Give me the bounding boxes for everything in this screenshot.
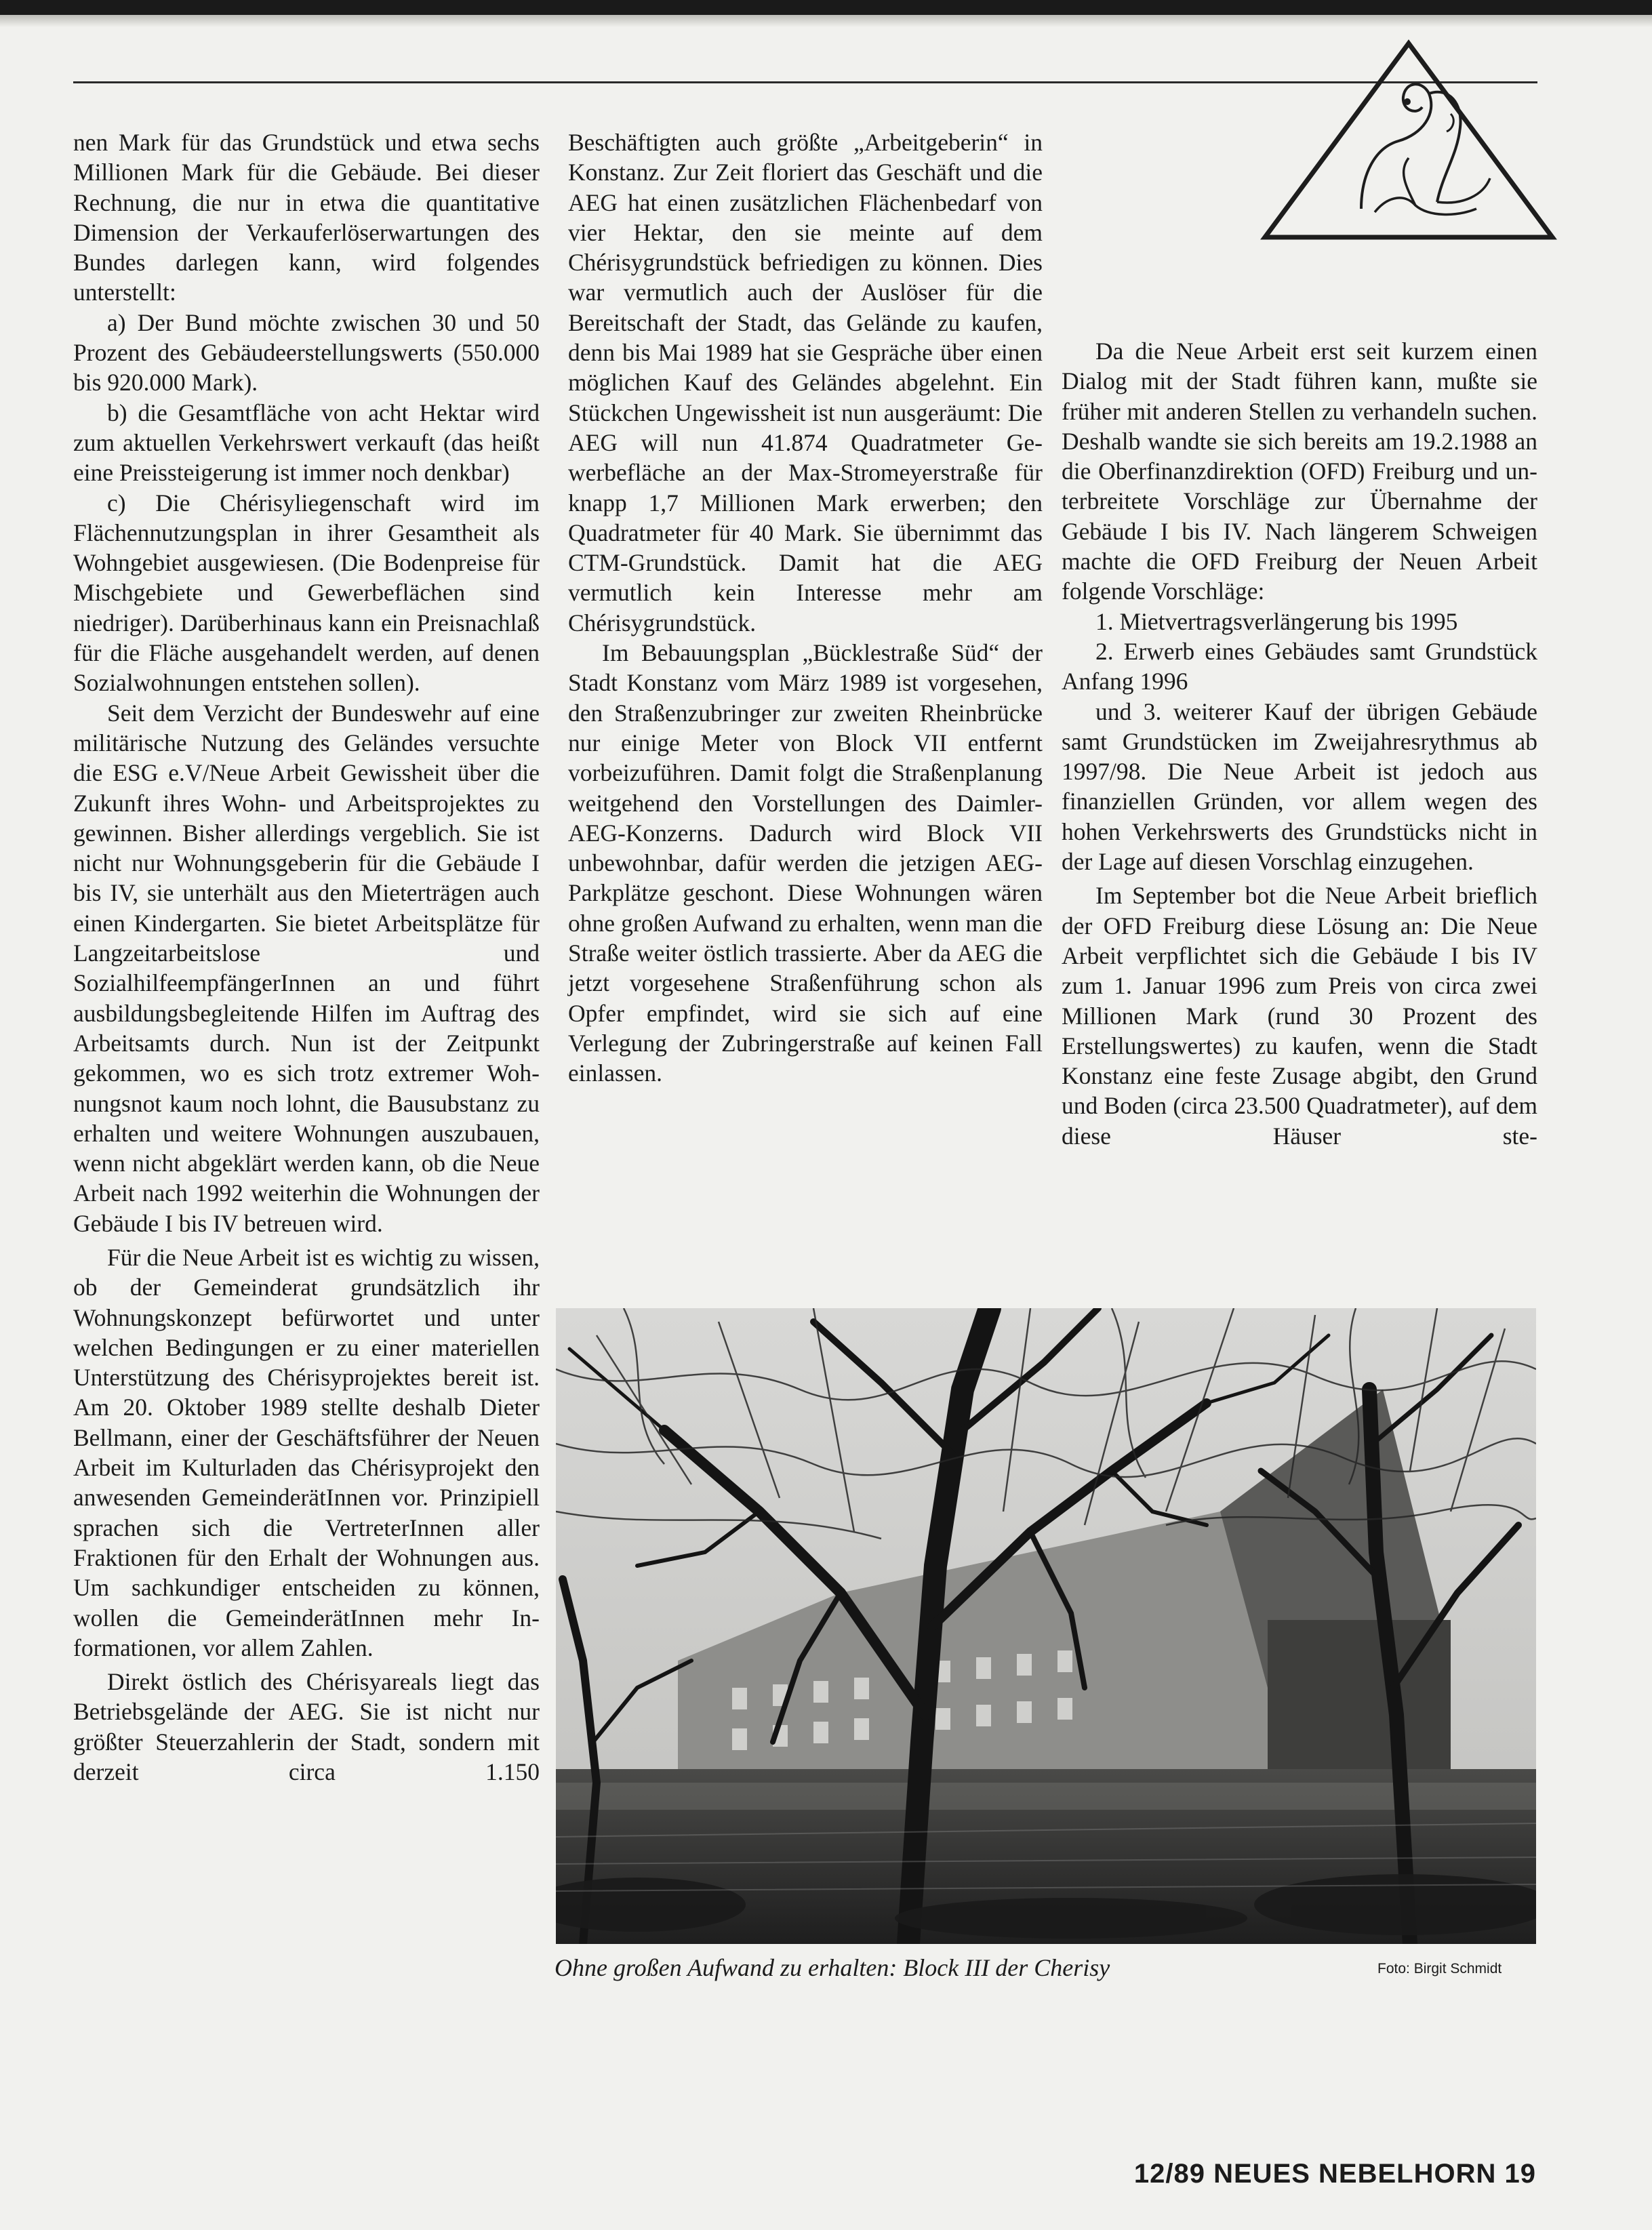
paragraph: Beschäftigten auch größte „Arbeitgeberin“ in Konstanz. Zur Zeit floriert das Geschäft und die AEG hat einen zusätzlichen Flächenbedarf von vier Hektar, den sie meinte auf dem Chérisygrundstück befriedigen zu können. Dies war vermutlich auch der Auslöser für die Bereitschaft der Stadt, das Gelände zu kaufen, denn bis Mai 1989 hat sie Gespräche über einen möglichen Kauf des Geländes abgelehnt. Ein Stückchen Ungewissheit ist nun ausgeräumt: Die AEG will nun 41.874 Quadratmeter Gewerbefläche an der Max-Stromeyerstraße für knapp 1,7 Millionen Mark erwerben; den Quadratmeter für 40 Mark. Sie übernimmt das CTM-Grundstück. Damit hat die AEG vermutlich kein Interesse mehr am Chérisygrundstück.	[568, 129, 1043, 636]
paragraph: und 3. weiterer Kauf der übrigen Gebäude samt Grundstücken im Zweijahresrythmus ab 1997/98. Die Neue Arbeit ist jedoch aus finanziellen Gründen, vor allem wegen des hohen Verkehrswerts des Grundstücks nicht in der Lage auf diesen Vorschlag einzugehen.	[1062, 697, 1537, 876]
paragraph: Seit dem Verzicht der Bundeswehr auf eine militärische Nutzung des Geländes versuchte die ESG e.V/Neue Arbeit Gewissheit über die Zukunft ihres Wohn- und Arbeitsprojektes zu gewinnen. Bisher allerdings vergeblich. Sie ist nicht nur Wohnungsgeberin für die Gebäude I bis IV, sie unterhält aus den Mieterträgen auch einen Kindergarten. Sie bietet Arbeitsplätze für Langzeitarbeitslose und SozialhilfeempfängerInnen an und führt ausbildungsbegleitende Hilfen im Auftrag des Arbeitsamts durch. Nun ist der Zeitpunkt gekommen, wo es sich trotz extremer Wohnungsnot kaum noch lohnt, die Bausubstanz zu erhalten und weitere Wohnungen auszubauen, wenn nicht abgeklärt werden kann, ob die Neue Arbeit nach 1992 weiterhin die Wohnungen der Gebäude I bis IV betreuen wird.	[73, 699, 540, 1237]
page-top-edge	[0, 0, 1652, 15]
paragraph: Im September bot die Neue Arbeit brieflich der OFD Freiburg diese Lösung an: Die Neue Arbeit verpflichtet sich die Gebäude I bis IV zum 1. Januar 1996 zum Preis von circa zwei Millionen Mark (rund 30 Prozent des Erstellungswertes) zu kaufen, wenn die Stadt Konstanz eine feste Zusage abgibt, den Grund und Boden (circa 23.500 Quadratmeter), auf dem diese Häuser ste-	[1062, 882, 1537, 1150]
text-column-1	[73, 127, 540, 1787]
page-top-shadow	[0, 15, 1652, 27]
photo-block-iii	[556, 1308, 1536, 1944]
paragraph: a) Der Bund möchte zwischen 30 und 50 Prozent des Gebäudeerstellungswerts (550.000 bis 920.000 Mark).	[73, 308, 540, 397]
paragraph: 2. Erwerb eines Gebäudes samt Grundstück Anfang 1996	[1062, 637, 1537, 695]
paragraph: b) die Gesamtfläche von acht Hektar wird zum aktuellen Verkehrswert verkauft (das heißt eine Preissteigerung ist immer noch denkbar)	[73, 399, 540, 487]
paragraph: Im Bebauungsplan „Bücklestraße Süd“ der Stadt Konstanz vom März 1989 ist vorgesehen, den Straßenzubringer zur zweiten Rheinbrücke nur einige Meter von Block VII entfernt vorbeizuführen. Damit folgt die Straßenplanung weitgehend den Vorstellungen des Daimler-AEG-Konzerns. Dadurch wird Block VII unbewohnbar, dafür werden die jetzigen AEG-Parkplätze geschont. Diese Wohnungen wären ohne großen Aufwand zu erhalten, wenn man die Straße weiter östlich trassierte. Aber da AEG die jetzt vorgesehene Straßenführung schon als Opfer empfindet, wird sie sich auf eine Verlegung der Zubringerstraße auf keinen Fall einlassen.	[568, 639, 1043, 1087]
text-column-3	[1062, 336, 1537, 1151]
triangle-logo-icon	[1260, 39, 1558, 243]
paragraph: Direkt östlich des Chérisyareals liegt das Betriebsgelände der AEG. Sie ist nicht nur größter Steuerzahlerin der Stadt, sondern mit derzeit circa 1.150	[73, 1668, 540, 1786]
photo-credit: Foto: Birgit Schmidt	[1377, 1961, 1502, 1976]
paragraph: nen Mark für das Grundstück und etwa sechs Millionen Mark für die Gebäude. Bei dieser Rechnung, die nur in etwa die quantitative Dimension der Verkauferlöserwartungen des Bundes darlegen kann, wird folgendes unterstellt:	[73, 129, 540, 306]
paragraph: Für die Neue Arbeit ist es wichtig zu wissen, ob der Gemeinderat grundsätzlich ihr Wohnungskonzept befürwortet und unter welchen Bedingungen er zu einer materiellen Unterstützung des Chérisyprojektes bereit ist. Am 20. Oktober 1989 stellte deshalb Dieter Bellmann, einer der Geschäftsführer der Neuen Arbeit im Kulturladen das Chérisyprojekt den anwesenden GemeinderätInnen vor. Prinzipiell sprachen sich die VertreterInnen aller Fraktionen für den Erhalt der Wohnungen aus. Um sachkundiger entscheiden zu können, wollen die GemeinderätInnen mehr Informationen, vor allem Zahlen.	[73, 1243, 540, 1661]
paragraph: 1. Mietvertragsverlängerung bis 1995	[1095, 607, 1458, 635]
page-footer: 12/89 NEUES NEBELHORN 19	[1133, 2159, 1536, 2189]
paragraph: c) Die Chérisyliegenschaft wird im Flächennutzungsplan in ihrer Gesamtheit als Wohngebiet ausgewiesen. (Die Bodenpreise für Mischgebiete und Gewerbeflächen sind niedriger). Darüberhinaus kann ein Preisnachlaß für die Fläche ausgehandelt werden, auf denen Sozialwohnungen entstehen sollen).	[73, 489, 540, 697]
photo-caption: Ohne großen Aufwand zu erhalten: Block III der Cherisy	[555, 1954, 1110, 1981]
text-column-2	[568, 127, 1043, 1089]
paragraph: Da die Neue Arbeit erst seit kurzem einen Dialog mit der Stadt führen kann, mußte sie früher mit anderen Stellen zu verhandeln suchen. Deshalb wandte sie sich bereits am 19.2.1988 an die Oberfinanzdirektion (OFD) Freiburg und unterbreitete Vorschläge zur Übernahme der Gebäude I bis IV. Nach längerem Schweigen machte die OFD Freiburg der Neuen Arbeit folgende Vorschläge:	[1062, 338, 1537, 605]
